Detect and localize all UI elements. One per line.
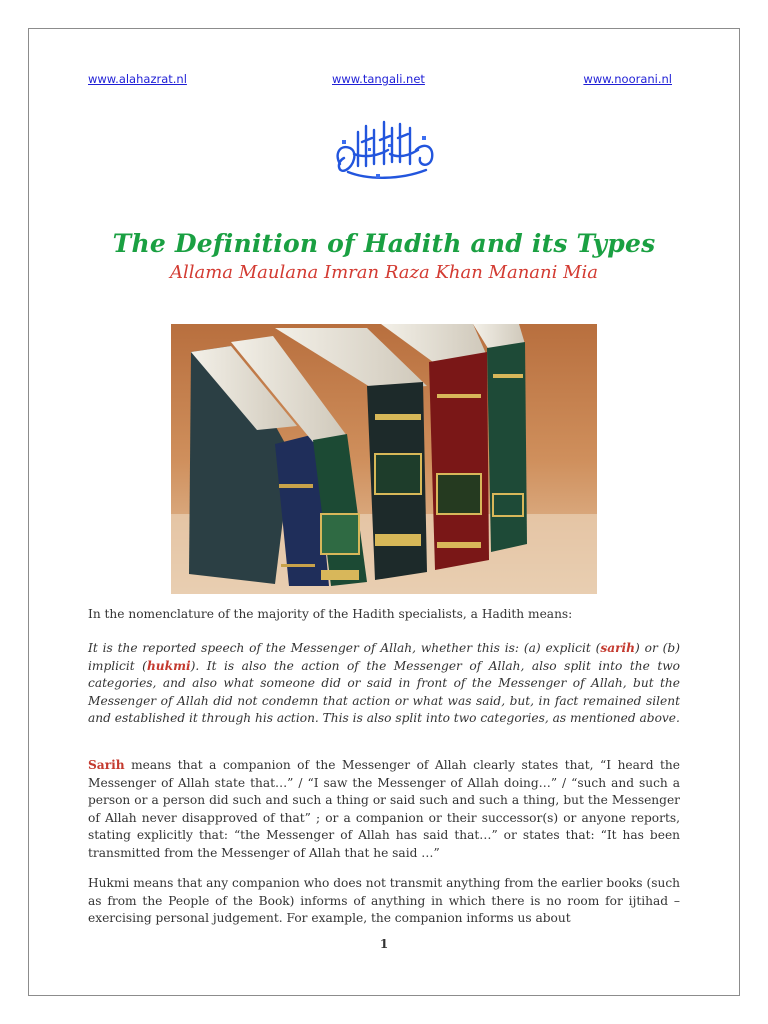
intro-paragraph: In the nomenclature of the majority of the Hadith specialists, a Hadith means: — [88, 607, 573, 621]
hadith-books-photo — [171, 324, 597, 594]
link-noorani[interactable]: www.noorani.nl — [583, 72, 672, 86]
sarih-paragraph — [88, 757, 680, 862]
document-title: The Definition of Hadith and its Types — [112, 229, 656, 258]
definition-text-3: ). It is also the action of the Messenger of Allah, also split into the two categories, and also what someone did or said in front of the Messenger of Allah, but the Messenger of Allah did not condemn that action or what was said, but, in fact remained silent and established it through his action. This is also split into two categories, as mentioned above. — [88, 658, 680, 725]
hukmi-paragraph: Hukmi means that any companion who does not transmit anything from the earlier books (such as from the People of the Book) informs of anything in which there is no room for ijtihad – exercising personal judgement. For example, the companion informs us about — [88, 876, 680, 925]
sarih-text: means that a companion of the Messenger of Allah clearly states that, “I heard the Messenger of Allah state that…” / “I saw the Messenger of Allah doing…” / “such and such a person or a person did such and such a thing or said such and such a thing, but the Messenger of Allah never disapproved of that” ; or a companion or their successor(s) or anyone reports, stating explicitly that: “the Messenger of Allah has said that…” or states that: “It has been transmitted from the Messenger of Allah that he said …” — [88, 758, 680, 860]
page-number: 1 — [379, 937, 389, 951]
definition-paragraph — [88, 640, 680, 728]
term-hukmi: hukmi — [146, 658, 191, 673]
definition-text-1: It is the reported speech of the Messenger of Allah, whether this is: (a) explicit ( — [88, 641, 601, 655]
term-sarih: sarih — [600, 641, 636, 655]
sarih-term: Sarih — [88, 758, 125, 772]
header-links — [88, 72, 672, 88]
definition-text-2: ) or (b) implicit ( — [88, 641, 680, 673]
bismillah-calligraphy-logo — [328, 114, 442, 188]
author-name: Allama Maulana Imran Raza Khan Manani Mia — [169, 262, 599, 283]
link-alahazrat[interactable]: www.alahazrat.nl — [88, 72, 187, 86]
link-tangali[interactable]: www.tangali.net — [332, 72, 425, 86]
